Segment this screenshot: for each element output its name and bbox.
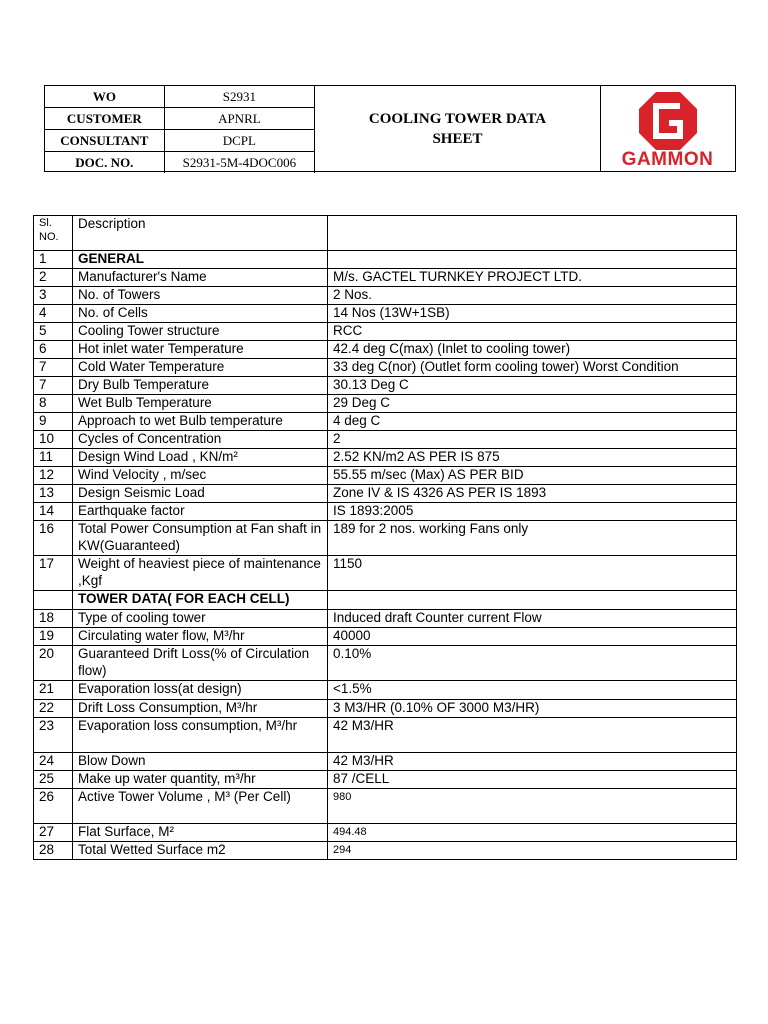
table-row bbox=[34, 700, 737, 718]
description-cell: Evaporation loss consumption, M³/hr bbox=[73, 718, 328, 753]
table-row bbox=[34, 503, 737, 521]
sl-no-cell: 21 bbox=[34, 681, 73, 700]
sl-no-cell: 26 bbox=[34, 789, 73, 824]
value-cell: 55.55 m/sec (Max) AS PER BID bbox=[328, 467, 737, 485]
value-cell: 1150 bbox=[328, 556, 737, 591]
sl-no-cell: 4 bbox=[34, 305, 73, 323]
description-cell: Circulating water flow, M³/hr bbox=[73, 628, 328, 646]
description-cell: Active Tower Volume , M³ (Per Cell) bbox=[73, 789, 328, 824]
value-cell: <1.5% bbox=[328, 681, 737, 700]
table-row bbox=[34, 753, 737, 771]
sl-no-cell: 9 bbox=[34, 413, 73, 431]
sl-no-cell: 22 bbox=[34, 700, 73, 718]
description-cell: Hot inlet water Temperature bbox=[73, 341, 328, 359]
header-info-table bbox=[45, 86, 315, 173]
description-cell: Dry Bulb Temperature bbox=[73, 377, 328, 395]
description-cell: Blow Down bbox=[73, 753, 328, 771]
value-cell: 980 bbox=[328, 789, 737, 824]
description-cell: Type of cooling tower bbox=[73, 610, 328, 628]
sl-no-cell: 5 bbox=[34, 323, 73, 341]
description-cell: Design Seismic Load bbox=[73, 485, 328, 503]
section-row bbox=[34, 591, 737, 610]
table-row bbox=[34, 842, 737, 860]
value-cell: 2 bbox=[328, 431, 737, 449]
value-cell: 33 deg C(nor) (Outlet form cooling tower) Worst Condition bbox=[328, 359, 737, 377]
value-header bbox=[328, 216, 737, 251]
header-label: WO bbox=[45, 86, 164, 108]
description-cell: Guaranteed Drift Loss(% of Circulation flow) bbox=[73, 646, 328, 681]
table-row bbox=[34, 449, 737, 467]
table-header-row bbox=[34, 216, 737, 251]
section-row bbox=[34, 251, 737, 269]
sl-no-cell: 6 bbox=[34, 341, 73, 359]
sl-no-cell bbox=[34, 591, 73, 610]
header-label: CUSTOMER bbox=[45, 108, 164, 130]
table-row bbox=[34, 681, 737, 700]
header-row-doc-no bbox=[45, 152, 315, 174]
description-cell: Cold Water Temperature bbox=[73, 359, 328, 377]
value-cell: 294 bbox=[328, 842, 737, 860]
table-row bbox=[34, 395, 737, 413]
value-cell: IS 1893:2005 bbox=[328, 503, 737, 521]
table-row bbox=[34, 556, 737, 591]
sl-no-cell: 1 bbox=[34, 251, 73, 269]
gammon-logo-icon bbox=[639, 92, 697, 150]
value-cell: M/s. GACTEL TURNKEY PROJECT LTD. bbox=[328, 269, 737, 287]
header-row-wo bbox=[45, 86, 315, 108]
sl-no-cell: 7 bbox=[34, 359, 73, 377]
sl-no-cell: 13 bbox=[34, 485, 73, 503]
sl-no-cell: 2 bbox=[34, 269, 73, 287]
table-row bbox=[34, 610, 737, 628]
value-cell: 4 deg C bbox=[328, 413, 737, 431]
description-cell: Earthquake factor bbox=[73, 503, 328, 521]
sl-no-cell: 11 bbox=[34, 449, 73, 467]
description-cell: Approach to wet Bulb temperature bbox=[73, 413, 328, 431]
value-cell bbox=[328, 251, 737, 269]
header-label: CONSULTANT bbox=[45, 130, 164, 152]
company-logo bbox=[600, 86, 735, 171]
value-cell: 30.13 Deg C bbox=[328, 377, 737, 395]
table-row bbox=[34, 789, 737, 824]
value-cell: 14 Nos (13W+1SB) bbox=[328, 305, 737, 323]
table-row bbox=[34, 287, 737, 305]
table-row bbox=[34, 341, 737, 359]
description-cell: Wind Velocity , m/sec bbox=[73, 467, 328, 485]
description-cell: No. of Cells bbox=[73, 305, 328, 323]
value-cell: 2.52 KN/m2 AS PER IS 875 bbox=[328, 449, 737, 467]
sl-no-cell: 28 bbox=[34, 842, 73, 860]
value-cell: 494.48 bbox=[328, 824, 737, 842]
description-cell: Cycles of Concentration bbox=[73, 431, 328, 449]
sl-no-cell: 20 bbox=[34, 646, 73, 681]
value-cell: 42 M3/HR bbox=[328, 718, 737, 753]
sl-no-cell: 27 bbox=[34, 824, 73, 842]
description-cell: Drift Loss Consumption, M³/hr bbox=[73, 700, 328, 718]
table-row bbox=[34, 628, 737, 646]
sl-no-cell: 3 bbox=[34, 287, 73, 305]
value-cell: 29 Deg C bbox=[328, 395, 737, 413]
value-cell: 40000 bbox=[328, 628, 737, 646]
header-row-consultant bbox=[45, 130, 315, 152]
table-row bbox=[34, 718, 737, 753]
table-row bbox=[34, 467, 737, 485]
description-cell: Flat Surface, M² bbox=[73, 824, 328, 842]
value-cell: RCC bbox=[328, 323, 737, 341]
sl-no-cell: 8 bbox=[34, 395, 73, 413]
description-cell: Total Power Consumption at Fan shaft in KW(Guaranteed) bbox=[73, 521, 328, 556]
description-cell: TOWER DATA( FOR EACH CELL) bbox=[73, 591, 328, 610]
table-row bbox=[34, 269, 737, 287]
sl-no-cell: 23 bbox=[34, 718, 73, 753]
sl-no-cell: 10 bbox=[34, 431, 73, 449]
data-sheet-table bbox=[33, 215, 737, 860]
table-row bbox=[34, 305, 737, 323]
header-row-customer bbox=[45, 108, 315, 130]
description-cell: Total Wetted Surface m2 bbox=[73, 842, 328, 860]
value-cell: 189 for 2 nos. working Fans only bbox=[328, 521, 737, 556]
table-row bbox=[34, 824, 737, 842]
value-cell: 2 Nos. bbox=[328, 287, 737, 305]
sl-no-cell: 19 bbox=[34, 628, 73, 646]
description-cell: Evaporation loss(at design) bbox=[73, 681, 328, 700]
table-row bbox=[34, 413, 737, 431]
header-value: S2931-5M-4DOC006 bbox=[164, 152, 314, 174]
description-cell: No. of Towers bbox=[73, 287, 328, 305]
value-cell: 3 M3/HR (0.10% OF 3000 M3/HR) bbox=[328, 700, 737, 718]
description-cell: Wet Bulb Temperature bbox=[73, 395, 328, 413]
value-cell: 87 /CELL bbox=[328, 771, 737, 789]
sl-no-cell: 18 bbox=[34, 610, 73, 628]
header-label: DOC. NO. bbox=[45, 152, 164, 174]
sl-no-cell: 17 bbox=[34, 556, 73, 591]
value-cell bbox=[328, 591, 737, 610]
table-row bbox=[34, 771, 737, 789]
table-row bbox=[34, 646, 737, 681]
sl-no-cell: 12 bbox=[34, 467, 73, 485]
description-cell: Make up water quantity, m³/hr bbox=[73, 771, 328, 789]
sl-no-cell: 24 bbox=[34, 753, 73, 771]
logo-text: GAMMON bbox=[621, 149, 714, 170]
value-cell: 42.4 deg C(max) (Inlet to cooling tower) bbox=[328, 341, 737, 359]
header-value: S2931 bbox=[164, 86, 314, 108]
description-cell: Weight of heaviest piece of maintenance ,Kgf bbox=[73, 556, 328, 591]
description-header: Description bbox=[73, 216, 328, 251]
document-title: COOLING TOWER DATA SHEET bbox=[368, 110, 547, 147]
table-row bbox=[34, 431, 737, 449]
table-row bbox=[34, 323, 737, 341]
table-row bbox=[34, 359, 737, 377]
sl-no-cell: 25 bbox=[34, 771, 73, 789]
description-cell: GENERAL bbox=[73, 251, 328, 269]
description-cell: Manufacturer's Name bbox=[73, 269, 328, 287]
sl-no-cell: 14 bbox=[34, 503, 73, 521]
value-cell: 0.10% bbox=[328, 646, 737, 681]
sl-no-cell: 16 bbox=[34, 521, 73, 556]
description-cell: Design Wind Load , KN/m² bbox=[73, 449, 328, 467]
table-row bbox=[34, 521, 737, 556]
sl-no-cell: 7 bbox=[34, 377, 73, 395]
value-cell: Induced draft Counter current Flow bbox=[328, 610, 737, 628]
description-cell: Cooling Tower structure bbox=[73, 323, 328, 341]
header-value: DCPL bbox=[164, 130, 314, 152]
header-value: APNRL bbox=[164, 108, 314, 130]
value-cell: Zone IV & IS 4326 AS PER IS 1893 bbox=[328, 485, 737, 503]
value-cell: 42 M3/HR bbox=[328, 753, 737, 771]
sl-no-header: Sl. NO. bbox=[34, 216, 73, 251]
document-header bbox=[44, 85, 736, 172]
table-row bbox=[34, 377, 737, 395]
table-row bbox=[34, 485, 737, 503]
